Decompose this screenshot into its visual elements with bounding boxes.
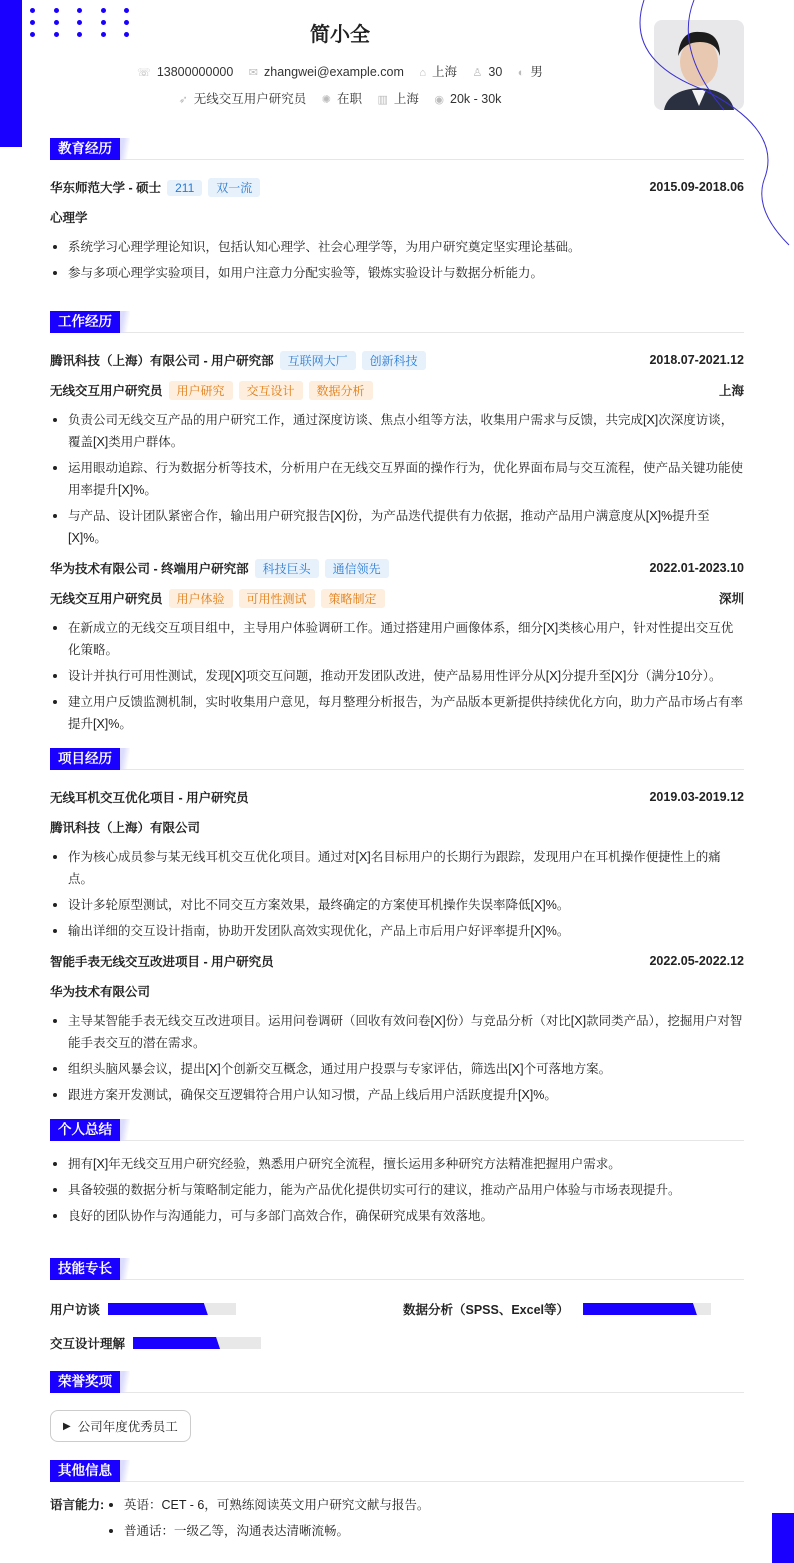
project-item: 智能手表无线交互改进项目 - 用户研究员 2022.05-2022.12 华为技术有限公司 主导某智能手表无线交互改进项目。运用问卷调研（回收有效问卷[X]份）与竞品分析（对比[X]款同类产品），挖掘用户对智能手表交互的潜在需求。 组织头脑风暴会议，提出[X]个创新交互概念，通过用户投票与专家评估，筛选出[X]个可落地方案。 跟进方案开发测试，确保交互逻辑符合用户认知习惯，产品上线后用户活跃度提升[X]%。 (50, 946, 744, 1106)
triangle-right-icon: ▶ (63, 1420, 71, 1432)
mail-icon: ✉ (248, 67, 259, 79)
cake-icon: ♙ (472, 67, 483, 79)
other-section: 其他信息 语言能力: 英语：CET - 6，可熟练阅读英文用户研究文献与报告。 普通话：一级乙等，沟通表达清晰流畅。 (50, 1460, 744, 1546)
tag: 双一流 (208, 178, 260, 197)
projects-section (50, 748, 744, 1110)
skill-item: 数据分析（SPSS、Excel等） (403, 1300, 711, 1318)
home-icon: ⌂ (419, 67, 426, 79)
section-title: 工作经历 (50, 311, 120, 333)
building-icon: ▥ (377, 94, 388, 106)
skill-bar-fill (133, 1337, 220, 1349)
section-title: 技能专长 (50, 1258, 120, 1280)
age: ♙ 30 (472, 65, 503, 79)
language-label: 语言能力: (50, 1498, 105, 1512)
tag: 211 (167, 180, 202, 196)
awards-section (50, 1371, 744, 1442)
target-position: 无线交互用户研究员 (193, 92, 307, 106)
section-title: 荣誉奖项 (50, 1371, 120, 1393)
education-section: 教育经历 华东师范大学 - 硕士 211 双一流 2015.09-2018.06 心理学 系统学习心理学理论知识，包括认知心理学、社会心理学等，为用户研究奠定坚实理论基础。 参与多项心理学实验项目，如用户注意力分配实验等，锻炼实验设计与数据分析能力。 (50, 138, 744, 288)
gender-icon: ◐ (517, 67, 525, 79)
skill-item: 交互设计理解 (50, 1334, 261, 1352)
work-section (50, 311, 744, 739)
skill-bar (583, 1303, 711, 1315)
right-accent-bar (772, 1513, 794, 1563)
salary: 20k - 30k (450, 92, 502, 106)
skill-bar (108, 1303, 236, 1315)
skill-bar-fill (108, 1303, 208, 1315)
section-title: 个人总结 (50, 1119, 120, 1141)
job-status: 在职 (337, 92, 363, 106)
section-title: 其他信息 (50, 1460, 120, 1482)
send-icon: ➶ (178, 94, 188, 106)
work-item: 华为技术有限公司 - 终端用户研究部 科技巨头 通信领先 2022.01-2023.10 无线交互用户研究员 用户体验 可用性测试 策略制定 深圳 在新成立的无线交互项目组中，主导用户体验调研工作。通过搭建用户画像体系，细分[X]类核心用户，针对性提出交互优化策略。 设计并执行可用性测试，发现[X]项交互问题，推动开发团队改进，使产品易用性评分从[X]分提升至[X]分（满分10分）。 建立用户反馈监测机制，实时收集用户意见，每月整理分析报告，为产品版本更新提供持续优化方向，助力产品市场占有率提升[X]%。 (50, 553, 744, 735)
target-city: 上海 (393, 92, 419, 106)
salary-icon: ◉ (434, 94, 445, 106)
award-item[interactable]: ▶ 公司年度优秀员工 (50, 1410, 191, 1442)
summary-section: 个人总结 拥有[X]年无线交互用户研究经验，熟悉用户研究全流程，擅长运用多种研究方法精准把握用户需求。 具备较强的数据分析与策略制定能力，能为产品优化提供切实可行的建议，推动产品用户体验与市场表现提升。 良好的团队协作与沟通能力，可与多部门高效合作，确保研究成果有效落地。 (50, 1119, 744, 1231)
work-item: 腾讯科技（上海）有限公司 - 用户研究部 互联网大厂 创新科技 2018.07-2021.12 无线交互用户研究员 用户研究 交互设计 数据分析 上海 负责公司无线交互产品的用户研究工作，通过深度访谈、焦点小组等方法，收集用户需求与反馈，共完成[X]次深度访谈，覆盖[X]类用户群体。 运用眼动追踪、行为数据分析等技术，分析用户在无线交互界面的操作行为，优化界面布局与交互流程，使产品关键功能使用率提升[X]%。 与产品、设计团队紧密合作，输出用户研究报告[X]份，为产品迭代提供有力依据，推动产品用户满意度从[X]%提升至[X]%。 (50, 345, 744, 549)
skill-bar-fill (583, 1303, 697, 1315)
candidate-name: 简小全 (310, 24, 370, 46)
skills-section (50, 1258, 744, 1368)
email: ✉ zhangwei@example.com (248, 65, 404, 79)
skill-bar (133, 1337, 261, 1349)
contact-row (0, 62, 680, 80)
job-intent-row (0, 89, 680, 107)
major: 心理学 (50, 211, 88, 225)
phone-icon: ☏ (137, 67, 151, 79)
status-icon: ✺ (321, 94, 331, 106)
phone: ☏ 13800000000 (137, 65, 234, 79)
section-title: 教育经历 (50, 138, 120, 160)
city: ⌂ 上海 (419, 65, 458, 79)
gender: ◐ 男 (517, 65, 543, 79)
section-title: 项目经历 (50, 748, 120, 770)
project-item: 无线耳机交互优化项目 - 用户研究员 2019.03-2019.12 腾讯科技（上海）有限公司 作为核心成员参与某无线耳机交互优化项目。通过对[X]名目标用户的长期行为跟踪，发现用户在耳机操作便捷性上的痛点。 设计多轮原型测试，对比不同交互方案效果，最终确定的方案使耳机操作失误率降低[X]%。 输出详细的交互设计指南，协助开发团队高效实现优化，产品上市后用户好评率提升[X]%。 (50, 782, 744, 942)
skill-item: 用户访谈 (50, 1300, 236, 1318)
